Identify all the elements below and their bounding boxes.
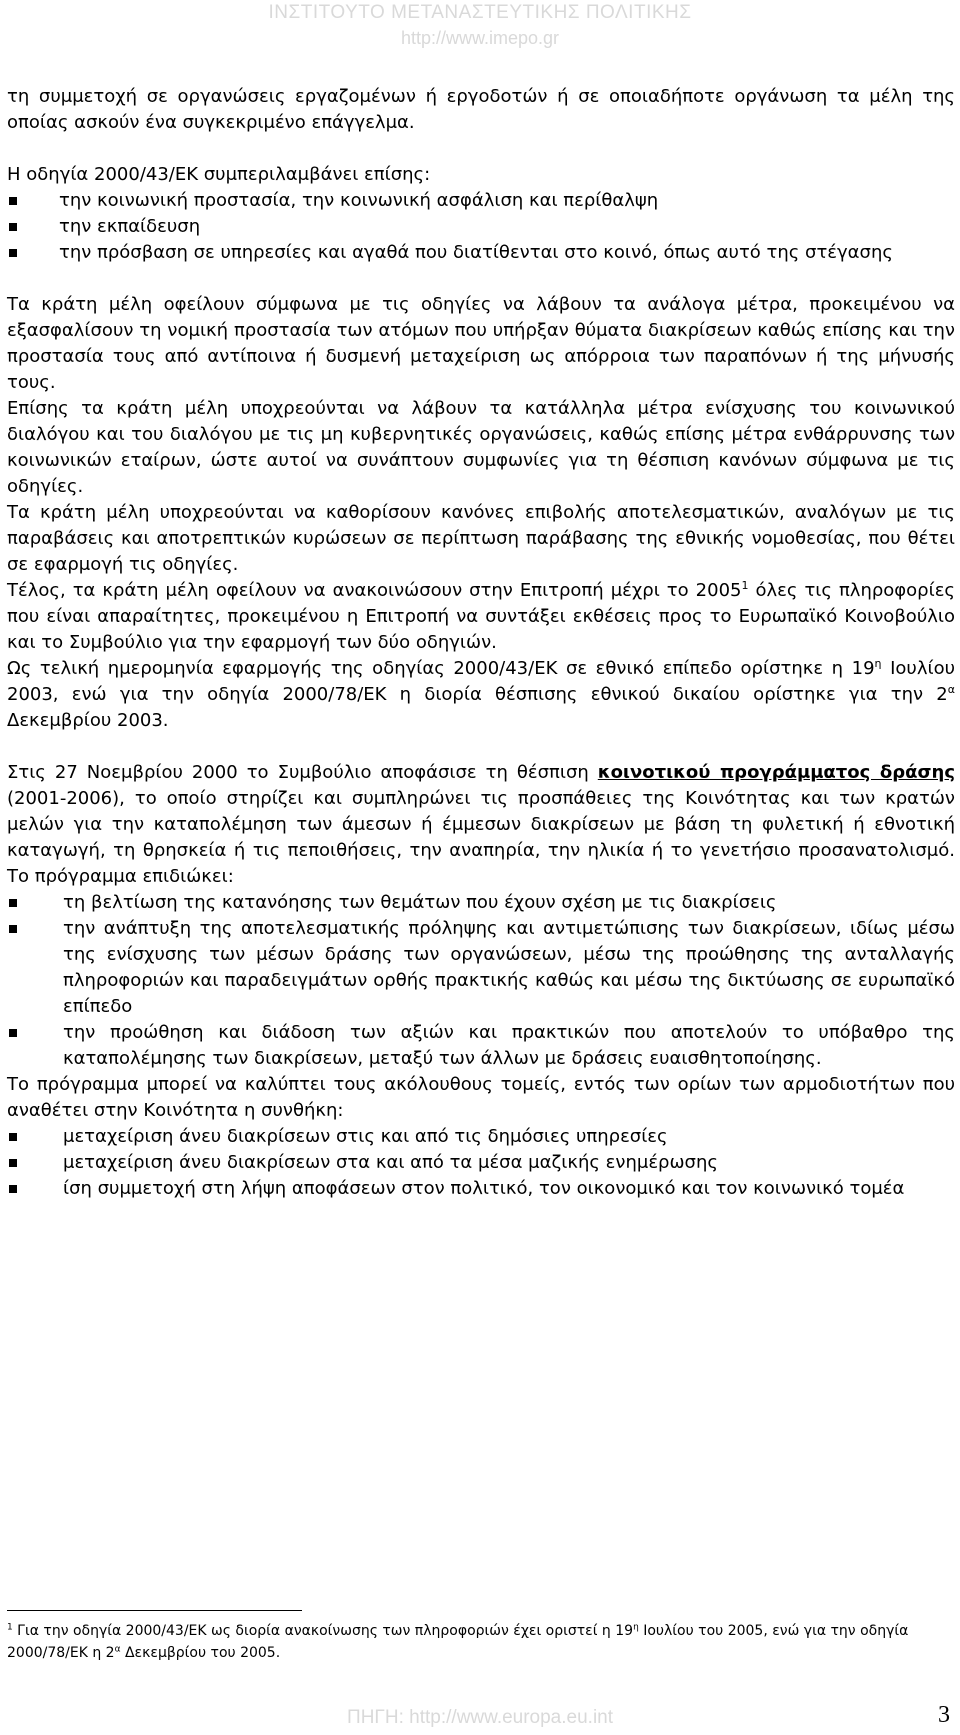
page-header	[0, 0, 960, 82]
sanctions-paragraph: Τα κράτη μέλη υποχρεούνται να καθορίσουν κανόνες επιβολής αποτελεσματικών, αναλόγων με τις παραβάσεις και αποτρεπτικών κυρώσεων σε περίπτωση παράβασης της εθνικής νομοθεσίας, που θέτει σε εφαρμογή τις οδηγίες.	[7, 502, 955, 575]
sectors-list	[7, 1124, 955, 1202]
header-url: http://www.imepo.gr	[400, 28, 560, 48]
square-bullet-icon	[9, 1159, 17, 1167]
footnote-divider	[7, 1610, 302, 1611]
list-item: ίση συμμετοχή στη λήψη αποφάσεων στον πολιτικό, τον οικονομικό και τον κοινωνικό τομέα	[7, 1176, 955, 1202]
directive-list	[7, 188, 955, 266]
list-item: την προώθηση και διάδοση των αξιών και πρακτικών που αποτελούν το υπόβαθρο της καταπολέμησης των διακρίσεων, μεταξύ των άλλων με δράσεις ευαισθητοποίησης.	[7, 1020, 955, 1072]
square-bullet-icon	[9, 197, 17, 205]
list-item: την εκπαίδευση	[7, 214, 955, 240]
intro-paragraph: τη συμμετοχή σε οργανώσεις εργαζομένων ή εργοδοτών ή σε οποιαδήποτε οργάνωση τα μέλη της οποίας ασκούν ένα συγκεκριμένο επάγγελμα.	[7, 86, 955, 133]
document-body	[7, 84, 955, 1202]
action-program-term: κοινοτικού προγράμματος δράσης	[597, 762, 956, 783]
header-institute: ΙΝΣΤΙΤΟΥΤΟ ΜΕΤΑΝΑΣΤΕΥΤΙΚΗΣ ΠΟΛΙΤΙΚΗΣ	[268, 2, 692, 23]
footnote-reference: 1	[741, 579, 749, 592]
legal-protection-paragraph: Τα κράτη μέλη οφείλουν σύμφωνα με τις οδηγίες να λάβουν τα ανάλογα μέτρα, προκειμένου να εξασφαλίσουν τη νομική προστασία των ατόμων που υπήρξαν θύματα διακρίσεων καθώς επίσης και την προστασία τους από αντίποινα ή δυσμενή μεταχείριση ως απόρροια των παραπόνων ή της μήνυσής τους.	[7, 294, 955, 393]
footer-source: ΠΗΓΗ: http://www.europa.eu.int	[346, 1707, 614, 1728]
square-bullet-icon	[9, 1029, 17, 1037]
action-program-paragraph: Στις 27 Νοεμβρίου 2000 το Συμβούλιο αποφάσισε τη θέσπιση κοινοτικού προγράμματος δράσης (2001-2006), το οποίο στηρίζει και συμπληρώνει τις προσπάθειες της Κοινότητας και των κρατών μελών για την καταπολέμηση των άμεσων ή έμμεσων διακρίσεων με βάση τη φυλετική ή εθνοτική καταγωγή, τη θρησκεία ή τις πεποιθήσεις, την αναπηρία, την ηλικία ή το γενετήσιο προσανατολισμό. Το πρόγραμμα επιδιώκει:	[7, 762, 956, 887]
list-item: τη βελτίωση της κατανόησης των θεμάτων που έχουν σχέση με τις διακρίσεις	[7, 890, 955, 916]
page-number: 3	[938, 1702, 950, 1728]
square-bullet-icon	[9, 223, 17, 231]
list-item: την πρόσβαση σε υπηρεσίες και αγαθά που διατίθενται στο κοινό, όπως αυτό της στέγασης	[7, 240, 955, 266]
square-bullet-icon	[9, 1185, 17, 1193]
footnote-mark: 1	[7, 1622, 13, 1633]
square-bullet-icon	[9, 1133, 17, 1141]
footnote: $^1$ Για την οδηγία 2000/43/ΕΚ ως διορία ανακοίνωσης των πληροφοριών έχει οριστεί η $19^\eta$ Ιουλίου του 2005, ενώ για την οδηγία 2000/78/ΕΚ η $2^\alpha$ Δεκεμβρίου του 2005.	[7, 1622, 909, 1661]
square-bullet-icon	[9, 249, 17, 257]
list-item: την κοινωνική προστασία, την κοινωνική ασφάλιση και περίθαλψη	[7, 188, 955, 214]
list-item: μεταχείριση άνευ διακρίσεων στις και από τις δημόσιες υπηρεσίες	[7, 1124, 955, 1150]
communication-paragraph: Τέλος, τα κράτη μέλη οφείλουν να ανακοινώσουν στην Επιτροπή μέχρι το 2005$^1$ όλες τις πληροφορίες που είναι απαραίτητες, προκειμένου η Επιτροπή να συντάξει εκθέσεις προς το Ευρωπαϊκό Κοινοβούλιο και το Συμβούλιο για την εφαρμογή των δύο οδηγιών.	[7, 579, 955, 653]
list-item: την ανάπτυξη της αποτελεσματικής πρόληψης και αντιμετώπισης των διακρίσεων, ιδίως μέσω της ενίσχυσης των μέσων δράσης των οργανώσεων, μέσω της προώθησης της ανταλλαγής πληροφοριών και παραδειγμάτων ορθής πρακτικής καθώς και μέσω της δικτύωσης σε ευρωπαϊκό επίπεδο	[7, 916, 955, 1020]
list-item: μεταχείριση άνευ διακρίσεων στα και από τα μέσα μαζικής ενημέρωσης	[7, 1150, 955, 1176]
deadline-paragraph: Ως τελική ημερομηνία εφαρμογής της οδηγίας 2000/43/ΕΚ σε εθνικό επίπεδο ορίστηκε η $19^\eta$ Ιουλίου 2003, ενώ για την οδηγία 2000/78/ΕΚ η διορία θέσπισης εθνικού δικαίου ορίστηκε για την $2^\alpha$ Δεκεμβρίου 2003.	[7, 657, 955, 731]
social-dialogue-paragraph: Επίσης τα κράτη μέλη υποχρεούνται να λάβουν τα κατάλληλα μέτρα ενίσχυσης του κοινωνικού διαλόγου και του διαλόγου με τις μη κυβερνητικές οργανώσεις, καθώς επίσης μέτρα ενθάρρυνσης των κοινωνικών εταίρων, ώστε αυτοί να συνάπτουν συμφωνίες για τη θέσπιση κανόνων σύμφωνα με τις οδηγίες.	[7, 398, 955, 497]
square-bullet-icon	[9, 899, 17, 907]
square-bullet-icon	[9, 925, 17, 933]
sectors-intro: Το πρόγραμμα μπορεί να καλύπτει τους ακόλουθους τομείς, εντός των ορίων των αρμοδιοτήτων που αναθέτει στην Κοινότητα η συνθήκη:	[7, 1074, 955, 1121]
program-objectives-list	[7, 890, 955, 1072]
directive-intro: Η οδηγία 2000/43/ΕΚ συμπεριλαμβάνει επίσης:	[7, 164, 431, 185]
